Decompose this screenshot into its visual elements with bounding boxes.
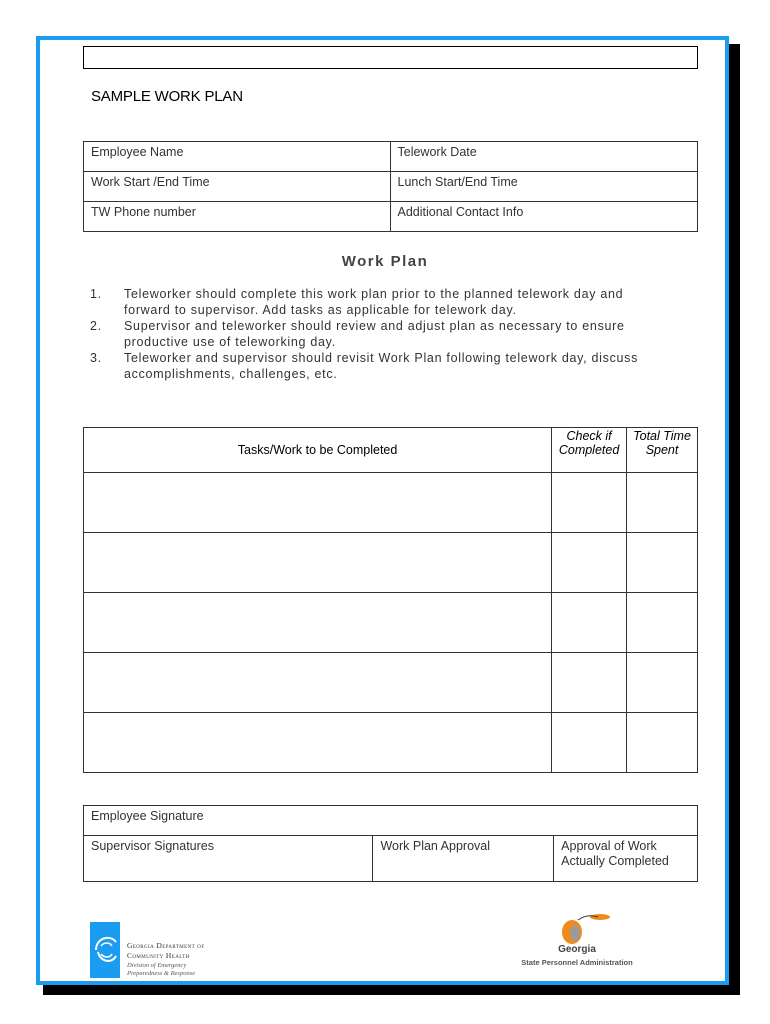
lunch-time-field[interactable]: Lunch Start/End Time <box>390 172 698 202</box>
additional-contact-field[interactable]: Additional Contact Info <box>390 202 698 232</box>
instructions-list <box>90 286 660 382</box>
table-row <box>84 653 698 713</box>
employee-signature-field[interactable]: Employee Signature <box>84 806 698 836</box>
approval-of-work-field[interactable]: Approval of Work Actually Completed <box>554 836 698 882</box>
task-cell[interactable] <box>84 473 552 533</box>
spa-name-text: State Personnel Administration <box>521 958 633 967</box>
dch-logo-mark <box>90 922 120 978</box>
time-cell[interactable] <box>627 533 698 593</box>
page-title: SAMPLE WORK PLAN <box>91 88 243 105</box>
check-column-header: Check if Completed <box>552 428 627 473</box>
instruction-number: 3. <box>90 351 102 365</box>
instruction-item <box>90 350 660 382</box>
check-cell[interactable] <box>552 473 627 533</box>
task-cell[interactable] <box>84 713 552 773</box>
check-cell[interactable] <box>552 713 627 773</box>
time-column-header: Total Time Spent <box>627 428 698 473</box>
tasks-table <box>83 427 698 773</box>
tw-phone-field[interactable]: TW Phone number <box>84 202 391 232</box>
table-row <box>84 533 698 593</box>
table-row <box>84 593 698 653</box>
instruction-number: 1. <box>90 287 102 301</box>
telework-date-field[interactable]: Telework Date <box>390 142 698 172</box>
time-cell[interactable] <box>627 713 698 773</box>
instruction-number: 2. <box>90 319 102 333</box>
check-cell[interactable] <box>552 653 627 713</box>
employee-info-table <box>83 141 698 232</box>
task-cell[interactable] <box>84 593 552 653</box>
instruction-item <box>90 318 660 350</box>
instruction-text: Supervisor and teleworker should review and adjust plan as necessary to ensure productive use of teleworking day. <box>124 319 625 349</box>
instruction-text: Teleworker should complete this work plan prior to the planned telework day and forward to supervisor. Add tasks as applicable for telework day. <box>124 287 624 317</box>
work-time-field[interactable]: Work Start /End Time <box>84 172 391 202</box>
table-row <box>84 473 698 533</box>
tasks-column-header: Tasks/Work to be Completed <box>84 428 552 473</box>
dch-logo <box>90 920 250 978</box>
table-row <box>84 713 698 773</box>
spa-logo <box>512 910 642 972</box>
check-cell[interactable] <box>552 593 627 653</box>
tasks-header-row <box>84 428 698 473</box>
supervisor-signature-field[interactable]: Supervisor Signatures <box>84 836 373 882</box>
work-plan-heading: Work Plan <box>341 253 429 270</box>
time-cell[interactable] <box>627 593 698 653</box>
signature-table <box>83 805 698 882</box>
instruction-text: Teleworker and supervisor should revisit Work Plan following telework day, discuss accomplishments, challenges, etc. <box>124 351 639 381</box>
dch-name: Georgia Department of Community Health <box>127 941 205 960</box>
time-cell[interactable] <box>627 473 698 533</box>
dch-division: Division of Emergency Preparedness & Response <box>127 962 196 977</box>
task-cell[interactable] <box>84 533 552 593</box>
peach-icon <box>550 910 610 946</box>
work-plan-approval-field[interactable]: Work Plan Approval <box>373 836 554 882</box>
spa-georgia-text: Georgia <box>558 944 596 955</box>
employee-name-field[interactable]: Employee Name <box>84 142 391 172</box>
check-cell[interactable] <box>552 533 627 593</box>
instruction-item <box>90 286 660 318</box>
time-cell[interactable] <box>627 653 698 713</box>
task-cell[interactable] <box>84 653 552 713</box>
header-box <box>83 46 698 69</box>
